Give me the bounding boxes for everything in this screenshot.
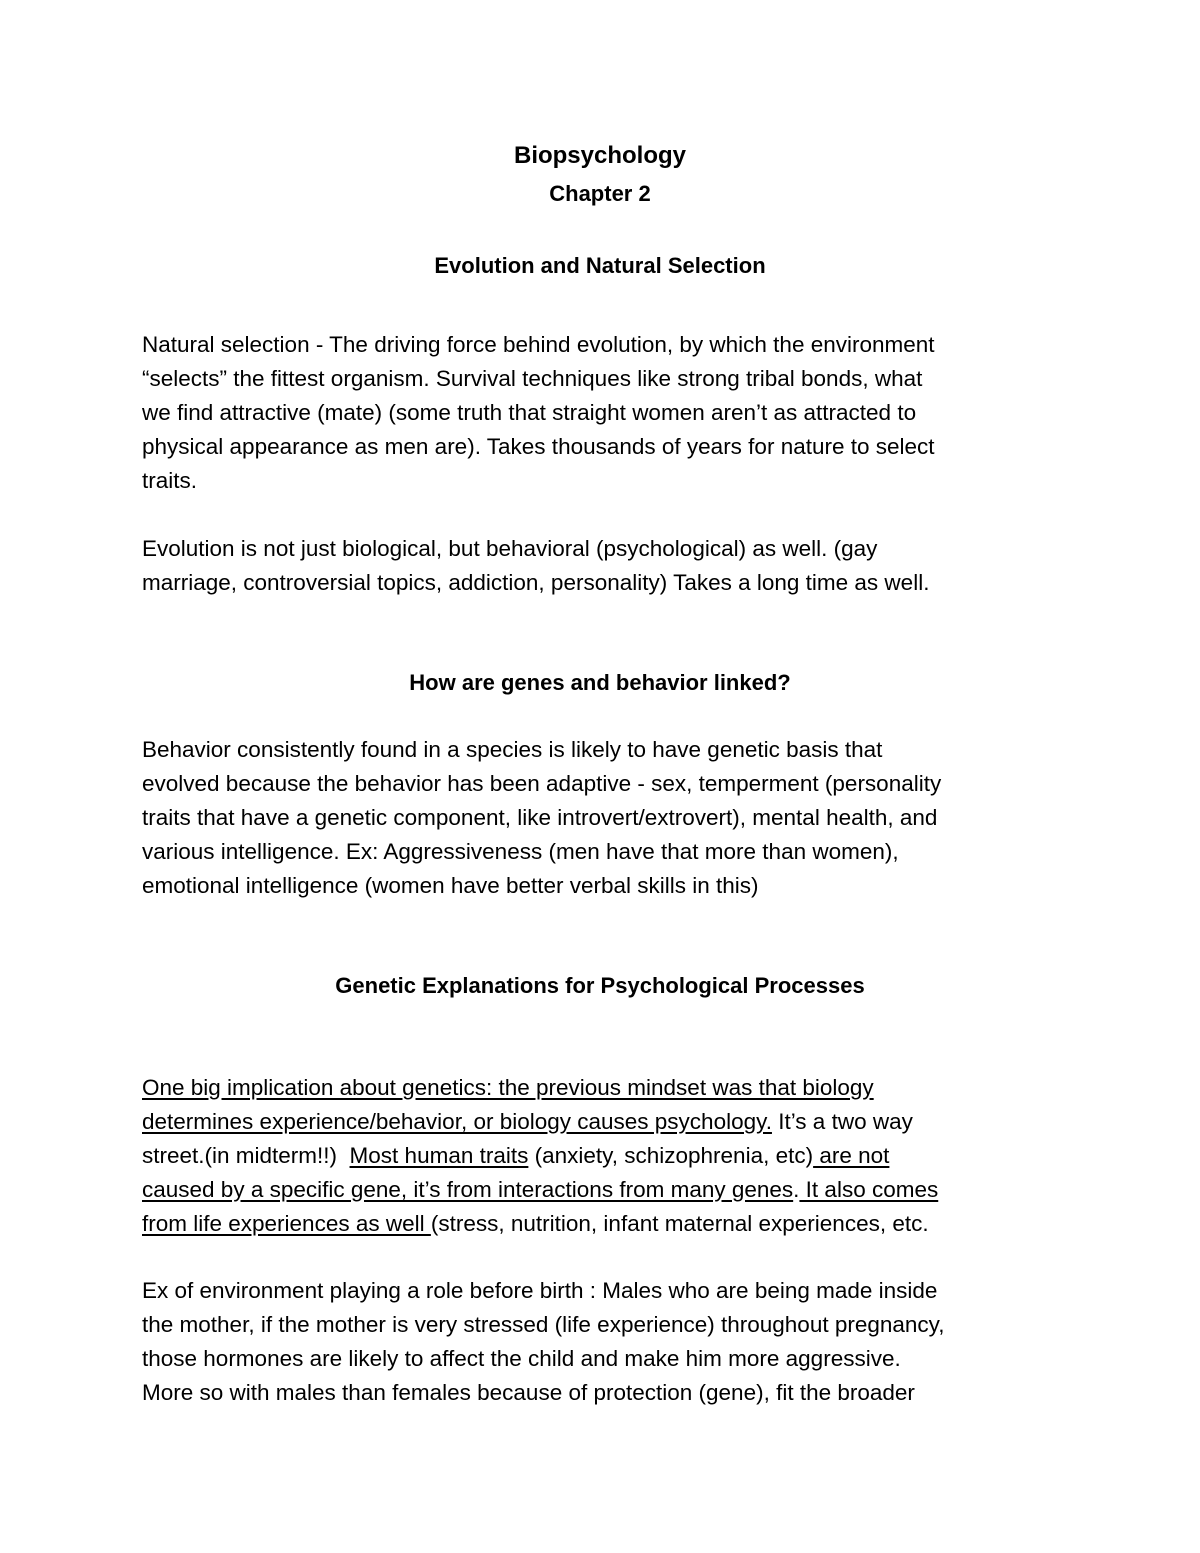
paragraph-line: physical appearance as men are). Takes thousands of years for nature to select xyxy=(142,434,935,459)
underlined-text: It also comes xyxy=(799,1177,939,1202)
text-run: It’s a two way xyxy=(771,1109,913,1134)
document-title: Biopsychology xyxy=(513,142,687,169)
section-heading-genetic-explanations: Genetic Explanations for Psychological Processes xyxy=(335,973,865,998)
text-run: street.(in midterm!!) xyxy=(142,1143,350,1168)
underlined-text: are not xyxy=(813,1143,890,1168)
paragraph-line: Behavior consistently found in a species is likely to have genetic basis that xyxy=(142,737,883,762)
section-heading-genes-behavior: How are genes and behavior linked? xyxy=(409,670,791,695)
paragraph-line: Evolution is not just biological, but behavioral (psychological) as well. (gay xyxy=(142,536,878,561)
paragraph-line: various intelligence. Ex: Aggressiveness (men have that more than women), xyxy=(142,839,899,864)
text-run: (anxiety, schizophrenia, etc) xyxy=(528,1143,814,1168)
paragraph-line: those hormones are likely to affect the child and make him more aggressive. xyxy=(142,1346,901,1371)
underlined-text: determines experience/behavior, or biology causes psychology. xyxy=(142,1109,772,1134)
underlined-text: Most human traits xyxy=(349,1143,529,1168)
text-run: . xyxy=(793,1177,800,1202)
underlined-text: One big implication about genetics: the previous mindset was that biology xyxy=(142,1075,874,1100)
paragraph-line: the mother, if the mother is very stressed (life experience) throughout pregnancy, xyxy=(142,1312,945,1337)
paragraph-line xyxy=(142,1176,938,1204)
underlined-text: from life experiences as well xyxy=(142,1211,431,1236)
paragraph-line: traits that have a genetic component, like introvert/extrovert), mental health, and xyxy=(142,805,938,830)
paragraph-line: evolved because the behavior has been adaptive - sex, temperment (personality xyxy=(142,771,942,796)
section-heading-evolution: Evolution and Natural Selection xyxy=(434,253,766,278)
paragraph-line: we find attractive (mate) (some truth that straight women aren’t as attracted to xyxy=(142,400,917,425)
paragraph-line xyxy=(142,1074,874,1102)
chapter-label: Chapter 2 xyxy=(549,181,651,206)
paragraph-line xyxy=(142,1142,889,1170)
paragraph-line xyxy=(142,1108,913,1136)
underlined-text: caused by a specific gene, it’s from interactions from many genes xyxy=(142,1177,794,1202)
paragraph-line: marriage, controversial topics, addiction, personality) Takes a long time as well. xyxy=(142,570,930,595)
paragraph-line: Natural selection - The driving force behind evolution, by which the environment xyxy=(142,332,935,357)
paragraph-line: Ex of environment playing a role before birth : Males who are being made inside xyxy=(142,1278,938,1303)
paragraph-line xyxy=(142,1210,929,1238)
paragraph-line: “selects” the fittest organism. Survival techniques like strong tribal bonds, what xyxy=(142,366,923,391)
paragraph-line: More so with males than females because of protection (gene), fit the broader xyxy=(142,1380,915,1405)
paragraph-line: emotional intelligence (women have better verbal skills in this) xyxy=(142,873,759,898)
paragraph-line: traits. xyxy=(142,468,198,493)
text-run: (stress, nutrition, infant maternal experiences, etc. xyxy=(430,1211,929,1236)
